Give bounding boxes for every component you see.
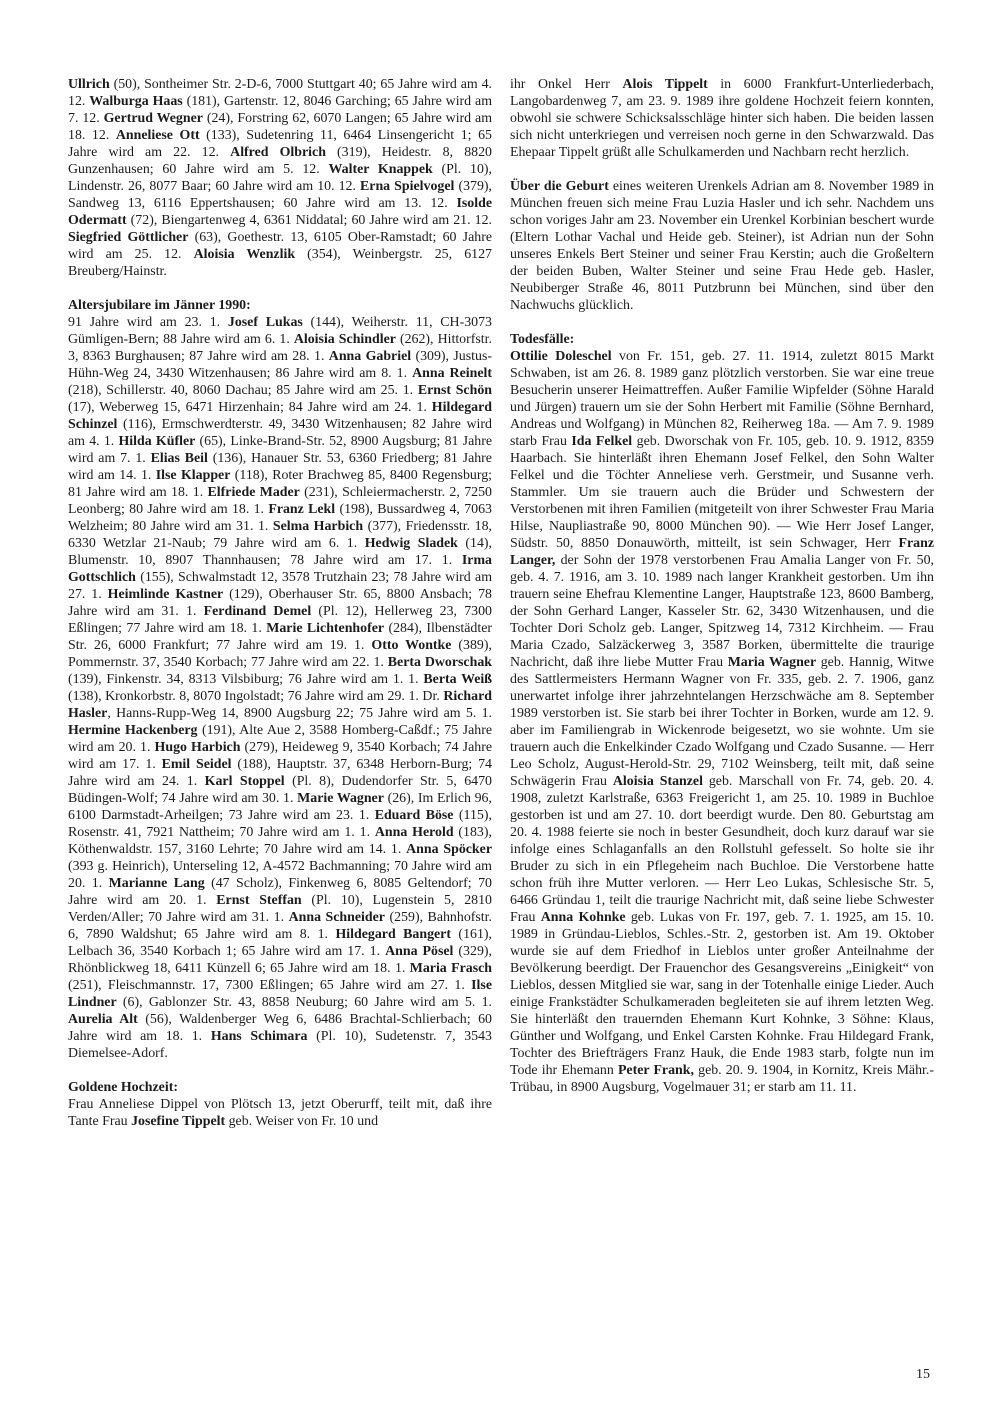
bold-name-text: Franz Langer, xyxy=(510,536,934,568)
body-text: (329), Rhönblickweg 18, 6411 Künzell 6; 65 Jahre wird am 18. 1. xyxy=(68,944,492,976)
bold-name-text: Eduard Böse xyxy=(374,808,454,823)
paragraph xyxy=(68,76,492,280)
paragraph xyxy=(68,1096,492,1130)
bold-name-text: Anna Kohnke xyxy=(540,910,626,925)
body-text: (218), Schillerstr. 40, 8060 Dachau; 85 Jahre wird am 25. 1. xyxy=(68,383,418,398)
bold-name-text: Selma Harbich xyxy=(272,519,364,534)
bold-name-text: Ilse Klapper xyxy=(155,468,231,483)
bold-name-text: Marie Lichtenhofer xyxy=(266,621,385,636)
body-text: (Pl. 8), Dudendorfer Str. 5, 6470 Büdingen-Wolf; 74 Jahre wird am 30. 1. xyxy=(68,774,492,806)
bold-name-text: Josef Lukas xyxy=(227,315,303,330)
bold-name-text: Isolde Odermatt xyxy=(68,196,492,228)
section-heading: Altersjubilare im Jänner 1990: xyxy=(68,298,251,313)
body-text: (17), Weberweg 15, 6471 Hirzenhain; 84 Jahre wird am 24. 1. xyxy=(68,400,432,415)
bold-name-text: Anna Schneider xyxy=(288,910,385,925)
bold-name-text: Walter Knappek xyxy=(328,162,433,177)
body-text: (231), Schleiermacherstr. 2, 7250 Leonberg; 80 Jahre wird am 18. 1. xyxy=(68,485,492,517)
body-text: von Fr. 151, geb. 27. 11. 1914, zuletzt 8015 Markt Schwaben, ist am 26. 8. 1989 ganz plötzlich verstorben. Sie war eine treue Besucherin unserer Heimattreffen. Außer Familie Wipfelder (Söhne Harald und Jürgen) trauern um sie der Sohn Herbert mit Familie (Söhne Bernhard, Andreas und Wolfgang) in München 82, Reiherweg 18a. — Am 7. 9. 1989 starb Frau xyxy=(510,349,934,449)
bold-name-text: Anna Pösel xyxy=(385,944,454,959)
body-text: geb. Weiser von Fr. 10 und xyxy=(225,1114,379,1129)
body-text: (Pl. 10), Lugenstein 5, 2810 Verden/Aller; 70 Jahre wird am 31. 1. xyxy=(68,893,492,925)
bold-name-text: Aloisia Stanzel xyxy=(612,774,703,789)
body-text: (133), Sudetenring 11, 6464 Linsengericht 1; 65 Jahre wird am 22. 12. xyxy=(68,128,492,160)
bold-name-text: Anna Gabriel xyxy=(328,349,412,364)
body-text: (6), Gablonzer Str. 43, 8858 Neuburg; 60 Jahre wird am 5. 1. xyxy=(116,995,492,1010)
body-text: (377), Friedensstr. 18, 6330 Wetzlar 21-Naub; 79 Jahre wird am 6. 1. xyxy=(68,519,492,551)
body-text: (136), Hanauer Str. 53, 6360 Friedberg; 81 Jahre wird am 14. 1. xyxy=(68,451,492,483)
body-text: (138), Kronkorbstr. 8, 8070 Ingolstadt; 76 Jahre wird am 29. 1. Dr. xyxy=(68,689,444,704)
body-text: Frau Anneliese Dippel von Plötsch 13, jetzt Oberurff, teilt mit, daß ihre Tante Frau xyxy=(68,1097,492,1129)
body-text: geb. Marschall von Fr. 74, geb. 20. 4. 1908, zuletzt Karlstraße, 6363 Freigericht 1, am 25. 10. 1989 in Buchloe gestorben ist und am 27. 10. dort beerdigt wurde. Den 80. Geburtstag am 20. 4. 1988 feierte sie noch in bester Gesundheit, doch kurz darauf war sie infolge eines Schlaganfalls an den Rollstuhl gefesselt. So holte sie ihr Bruder zu sich in ein Pflegeheim nach Buchloe. Die Verstorbene hatte schon früh ihre Mutter verloren. — Herr Leo Lukas, Schlesische Str. 5, 6466 Gründau 1, teilt die traurige Nachricht mit, daß seine liebe Schwester Frau xyxy=(510,774,934,925)
body-text: geb. Hannig, Witwe des Sattlermeisters Hermann Wagner von Fr. 335, geb. 2. 7. 1906, ganz unerwartet infolge ihrer jahrzehntelangen Herzschwäche am 8. September 1989 verstorben ist. Sie starb bei ihrer Tochter in Borken, wurde am 12. 9. aber im Familiengrab in Wickenrode beigesetzt, wo sie wohnte. Um sie trauern auch die Enkelkinder Czado Wolfgang und Czado Susanne. — Herr Leo Scholz, August-Herold-Str. 29, 7102 Weinsberg, teilt mit, daß seine Schwägerin Frau xyxy=(510,655,935,789)
body-text: (183), Köthenwaldstr. 157, 3160 Lehrte; 70 Jahre wird am 14. 1. xyxy=(68,825,492,857)
section-heading: Todesfälle: xyxy=(510,332,575,347)
bold-name-text: Hildegard Bangert xyxy=(335,927,451,942)
bold-name-text: Hugo Harbich xyxy=(154,740,241,755)
bold-name-text: Richard Hasler xyxy=(68,689,492,721)
bold-name-text: Franz Lekl xyxy=(268,502,336,517)
body-text: (251), Fleischmannstr. 17, 7300 Eßlingen; 65 Jahre wird am 27. 1. xyxy=(68,978,472,993)
bold-name-text: Maria Frasch xyxy=(409,961,492,976)
bold-name-text: Emil Seidel xyxy=(161,757,232,772)
body-text: (181), Gartenstr. 12, 8046 Garching; 65 Jahre wird am 7. 12. xyxy=(68,94,492,126)
body-text: (Pl. 12), Hellerweg 23, 7300 Eßlingen; 77 Jahre wird am 18. 1. xyxy=(68,604,492,636)
bold-name-text: Karl Stoppel xyxy=(204,774,285,789)
body-text: (191), Alte Aue 2, 3588 Homberg-Caßdf.; 75 Jahre wird am 20. 1. xyxy=(68,723,492,755)
body-text: , Hanns-Rupp-Weg 14, 8900 Augsburg 22; 75 Jahre wird am 5. 1. xyxy=(107,706,492,721)
right-column xyxy=(510,76,934,1130)
bold-name-text: Ilse Lindner xyxy=(68,978,492,1010)
bold-name-text: Irma Gottschlich xyxy=(68,553,492,585)
bold-name-text: Aloisia Wenzlik xyxy=(193,247,296,262)
bold-name-text: Josefine Tippelt xyxy=(131,1114,226,1129)
bold-name-text: Ernst Steffan xyxy=(216,893,302,908)
body-text: (Pl. 10), Sudetenstr. 7, 3543 Diemelsee-Adorf. xyxy=(68,1029,492,1061)
body-text: (319), Heidestr. 8, 8820 Gunzenhausen; 60 Jahre wird am 5. 12. xyxy=(68,145,492,177)
body-text: in 6000 Frankfurt-Unterliederbach, Langobardenweg 7, am 23. 9. 1989 ihre goldene Hochzeit feiern konnten, obwohl sie schwere Schicksalsschläge hinter sich haben. Die beiden lassen sich nicht unterkriegen und verreisen noch gerne in den Schwarzwald. Das Ehepaar Tippelt grüßt alle Schulkamerden und Nachbarn recht herzlich. xyxy=(510,77,934,160)
body-text: (50), Sontheimer Str. 2-D-6, 7000 Stuttgart 40; 65 Jahre wird am 4. 12. xyxy=(68,77,492,109)
paragraph xyxy=(510,178,934,314)
bold-name-text: Elfriede Mader xyxy=(207,485,300,500)
bold-name-text: Alois Tippelt xyxy=(622,77,708,92)
body-text: (262), Hittorfstr. 3, 8363 Burghausen; 87 Jahre wird am 28. 1. xyxy=(68,332,492,364)
bold-name-text: Otto Wontke xyxy=(371,638,452,653)
bold-name-text: Hermine Hackenberg xyxy=(68,723,198,738)
body-text: (116), Ermschwerdterstr. 49, 3430 Witzenhausen; 82 Jahre wird am 4. 1. xyxy=(68,417,492,449)
bold-name-text: Ottilie Doleschel xyxy=(510,349,612,364)
body-text: (284), Ilbenstädter Str. 26, 6000 Frankfurt; 77 Jahre wird am 19. 1. xyxy=(68,621,492,653)
body-text: (14), Blumenstr. 10, 8907 Thannhausen; 78 Jahre wird am 17. 1. xyxy=(68,536,492,568)
body-text: (198), Bussardweg 4, 7063 Welzheim; 80 Jahre wird am 31. 1. xyxy=(68,502,492,534)
bold-name-text: Berta Weiß xyxy=(423,672,493,687)
page-number: 15 xyxy=(916,1367,930,1382)
bold-name-text: Hans Schimara xyxy=(210,1029,308,1044)
bold-name-text: Elias Beil xyxy=(150,451,208,466)
body-text: (139), Finkenstr. 34, 8313 Vilsbiburg; 76 Jahre wird am 1. 1. xyxy=(68,672,424,687)
body-text: (72), Biengartenweg 4, 6361 Niddatal; 60 Jahre wird am 21. 12. xyxy=(126,213,492,228)
bold-name-text: Anneliese Ott xyxy=(115,128,200,143)
body-text: geb. 20. 9. 1904, in Kornitz, Kreis Mähr.-Trübau, in 8900 Augsburg, Vogelmauer 31; er starb am 11. 11. xyxy=(510,1063,934,1095)
body-text: geb. Lukas von Fr. 197, geb. 7. 1. 1925, am 15. 10. 1989 in Gründau-Lieblos, Schles.-Str. 2, gestorben ist. Am 19. Oktober wurde sie auf dem Friedhof in Lieblos unter großer Anteilnahme der Bevölkerung beerdigt. Der Frauenchor des Gesangsvereins „Einigkeit“ von Lieblos, dessen Mitglied sie war, sang in der Totenhalle einige Lieder. Auch einige Frankstädter Schulkameraden begleiteten sie auf ihrem letzten Weg. Sie hinterläßt den trauernden Ehemann Kurt Kohnke, 3 Söhne: Klaus, Günther und Wolfgang, und Enkel Carsten Kohnke. Frau Hildegard Frank, Tochter des Briefträgers Franz Hauk, die Ende 1983 starb, folgte nun im Tode ihr Ehemann xyxy=(510,910,934,1078)
body-text: (379), Sandweg 13, 6116 Eppertshausen; 60 Jahre wird am 13. 12. xyxy=(68,179,493,211)
body-text: (115), Rosenstr. 41, 7921 Nattheim; 70 Jahre wird am 1. 1. xyxy=(68,808,492,840)
bold-name-text: Erna Spielvogel xyxy=(360,179,455,194)
bold-name-text: Maria Wagner xyxy=(727,655,817,670)
body-text: (161), Lelbach 36, 3540 Korbach 1; 65 Jahre wird am 17. 1. xyxy=(68,927,492,959)
body-text: (354), Weinbergstr. 25, 6127 Breuberg/Hainstr. xyxy=(68,247,492,279)
body-text: (188), Hauptstr. 37, 6348 Herborn-Burg; 74 Jahre wird am 24. 1. xyxy=(68,757,492,789)
left-column xyxy=(68,76,492,1130)
bold-name-text: Siegfried Göttlicher xyxy=(68,230,189,245)
bold-name-text: Marianne Lang xyxy=(108,876,205,891)
body-text: (26), Im Erlich 96, 6100 Darmstadt-Arheilgen; 73 Jahre wird am 23. 1. xyxy=(68,791,492,823)
bold-name-text: Über die Geburt xyxy=(510,179,609,194)
bold-name-text: Ida Felkel xyxy=(571,434,633,449)
bold-name-text: Hilda Küfler xyxy=(118,434,196,449)
body-text: (129), Oberhauser Str. 65, 8800 Ansbach; 78 Jahre wird am 31. 1. xyxy=(68,587,492,619)
body-text: (65), Linke-Brand-Str. 52, 8900 Augsburg; 81 Jahre wird am 7. 1. xyxy=(68,434,492,466)
body-text: (118), Roter Brachweg 85, 8400 Regensburg; 81 Jahre wird am 18. 1. xyxy=(68,468,493,500)
body-text: (24), Forstring 62, 6070 Langen; 65 Jahre wird am 18. 12. xyxy=(68,111,493,143)
paragraph xyxy=(510,348,934,1096)
bold-name-text: Aurelia Alt xyxy=(68,1012,138,1027)
body-text: (259), Bahnhofstr. 6, 7890 Waldshut; 65 Jahre wird am 8. 1. xyxy=(68,910,492,942)
bold-name-text: Hedwig Sladek xyxy=(364,536,458,551)
bold-name-text: Aloisia Schindler xyxy=(293,332,396,347)
body-text: der Sohn der 1978 verstorbenen Frau Amalia Langer von Fr. 50, geb. 4. 7. 1916, am 3. 10. 1989 nach langer Krankheit gestorben. Um ihn trauern seine Ehefrau Klementine Langer, Hauptstraße 123, 8600 Bamberg, der Sohn Gerhard Langer, Kasseler Str. 62, 3430 Witzenhausen, und die Tochter Dori Scholz geb. Langer, Spitzweg 14, 7312 Kirchheim. — Frau Maria Czado, Salzäckerweg 3, 3587 Borken, übermittelte die traurige Nachricht, daß ihre liebe Mutter Frau xyxy=(510,553,934,670)
bold-name-text: Berta Dworschak xyxy=(387,655,492,670)
bold-name-text: Anna Spöcker xyxy=(406,842,492,857)
bold-name-text: Heimlinde Kastner xyxy=(107,587,224,602)
bold-name-text: Walburga Haas xyxy=(89,94,183,109)
two-column-layout xyxy=(68,76,934,1130)
body-text: (56), Waldenberger Weg 6, 6486 Brachtal-Schlierbach; 60 Jahre wird am 18. 1. xyxy=(68,1012,492,1044)
body-text: (63), Goethestr. 13, 6105 Ober-Ramstadt; 60 Jahre wird am 25. 12. xyxy=(68,230,492,262)
paragraph xyxy=(68,314,492,1062)
bold-name-text: Gertrud Wegner xyxy=(103,111,203,126)
bold-name-text: Alfred Olbrich xyxy=(230,145,326,160)
body-text: 91 Jahre wird am 23. 1. xyxy=(68,315,228,330)
section-heading: Goldene Hochzeit: xyxy=(68,1080,178,1095)
body-text: (144), Weiherstr. 11, CH-3073 Gümligen-Bern; 88 Jahre wird am 6. 1. xyxy=(68,315,492,347)
body-text: geb. Dworschak von Fr. 105, geb. 10. 9. 1912, 8359 Haarbach. Sie hinterläßt ihren Ehemann Josef Felkel, den Sohn Walter Felkel und die Töchter Anneliese verh. Gerstmeir, und Susanne verh. Stammler. Um sie trauern auch die Brüder und Schwestern der Verstorbenen mit ihren Familien (mitgeteilt von ihrer Schwester Frau Maria Hilse, Naupliastraße 90, 8000 München 90). — Wie Herr Josef Langer, Südstr. 50, 8850 Donauwörth, mitteilt, ist sein Schwager, Herr xyxy=(510,434,935,551)
body-text: eines weiteren Urenkels Adrian am 8. November 1989 in München freuen sich meine Frau Luzia Hasler und ich sehr. Nachdem uns schon voriges Jahr am 23. November ein Urenkel Korbinian beschert wurde (Eltern Lothar Vachal und Heide geb. Steiner), ist Adrian nun der Sohn unseres Enkels Bert Steiner und seiner Frau Kerstin; auch die Großeltern der beiden Buben, Walter Steiner und seine Frau Hede geb. Hasler, Neubiberger Straße 46, 8011 Putzbrunn bei München, sind über den Nachwuchs glücklich. xyxy=(510,179,934,313)
body-text: (309), Justus-Hühn-Weg 24, 3430 Witzenhausen; 86 Jahre wird am 8. 1. xyxy=(68,349,492,381)
body-text: (Pl. 10), Lindenstr. 26, 8077 Baar; 60 Jahre wird am 10. 12. xyxy=(68,162,492,194)
bold-name-text: Ullrich xyxy=(68,77,110,92)
body-text: (279), Heideweg 9, 3540 Korbach; 74 Jahre wird am 17. 1. xyxy=(68,740,492,772)
bold-name-text: Peter Frank, xyxy=(617,1063,694,1078)
body-text: ihr Onkel Herr xyxy=(510,77,623,92)
bold-name-text: Ferdinand Demel xyxy=(203,604,312,619)
body-text: (393 g. Heinrich), Unterseling 12, A-4572 Bachmanning; 70 Jahre wird am 20. 1. xyxy=(68,859,492,891)
body-text: (47 Scholz), Finkenweg 6, 8085 Geltendorf; 70 Jahre wird am 20. 1. xyxy=(68,876,492,908)
bold-name-text: Ernst Schön xyxy=(417,383,492,398)
bold-name-text: Anna Reinelt xyxy=(412,366,492,381)
bold-name-text: Anna Herold xyxy=(374,825,454,840)
body-text: (155), Schwalmstadt 12, 3578 Trutzhain 23; 78 Jahre wird am 27. 1. xyxy=(68,570,492,602)
paragraph xyxy=(510,76,934,161)
body-text: (389), Pommernstr. 37, 3540 Korbach; 77 Jahre wird am 22. 1. xyxy=(68,638,492,670)
bold-name-text: Hildegard Schinzel xyxy=(68,400,492,432)
bold-name-text: Marie Wagner xyxy=(297,791,384,806)
